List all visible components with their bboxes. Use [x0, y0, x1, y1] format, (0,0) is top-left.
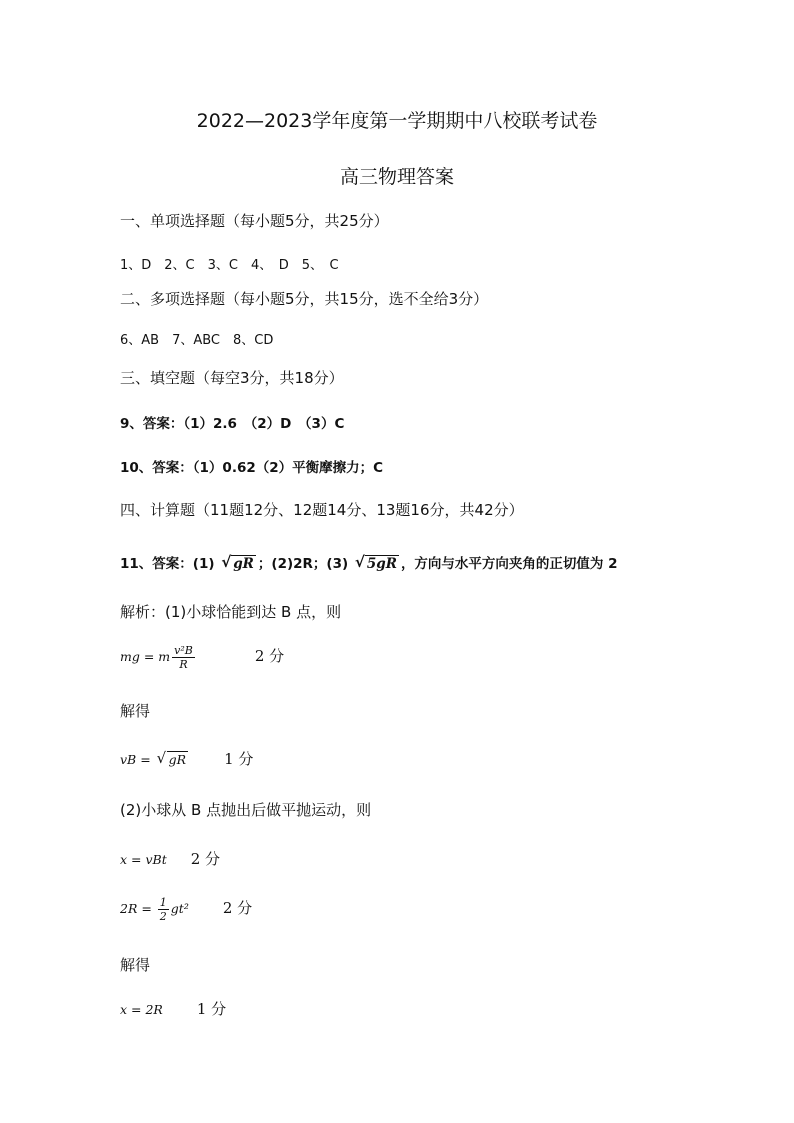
- equation-3: x = vBt 2 分: [120, 850, 221, 868]
- q11-prefix: 11、答案：(1): [120, 556, 215, 572]
- part2-intro: (2)小球从 B 点抛出后做平抛运动，则: [120, 801, 372, 819]
- q11-sqrt-3: √ 5gR: [354, 553, 397, 572]
- q11-suffix: ，方向与水平方向夹角的正切值为 2: [400, 556, 618, 572]
- equation-2: vB = √ gR 1 分: [120, 749, 254, 768]
- eq1-fraction: $\frac{\text{v²B}}{R}$: [174, 644, 193, 671]
- eq5-score: 1 分: [196, 1000, 227, 1018]
- section3-heading: 三、填空题（每空3分，共18分）: [120, 369, 344, 387]
- section2-answers: 6、AB 7、ABC 8、CD: [120, 333, 274, 348]
- section4-heading: 四、计算题（11题12分、12题14分、13题16分，共42分）: [120, 501, 524, 519]
- eq3-score: 2 分: [190, 850, 221, 868]
- q9-answer: 9、答案：（1）2.6 （2）D （3）C: [120, 416, 345, 432]
- q11-answer: [120, 552, 618, 572]
- q11-sqrt-1: √ gR: [221, 553, 254, 572]
- eq4-score: 2 分: [222, 899, 253, 917]
- document-title: 2022—2023学年度第一学期期中八校联考试卷: [196, 110, 598, 132]
- eq1-score: 2 分: [254, 647, 285, 665]
- section2-heading: 二、多项选择题（每小题5分，共15分，选不全给3分）: [120, 290, 489, 308]
- eq2-score: 1 分: [224, 750, 254, 768]
- section1-answers: 1、D 2、C 3、C 4、 D 5、 C: [120, 258, 339, 273]
- q10-answer: 10、答案：（1）0.62（2）平衡摩擦力；C: [120, 460, 384, 476]
- equation-4: 2R = $\frac{1}{2}$ gt² 2 分: [120, 896, 253, 923]
- solve-label-2: 解得: [120, 956, 151, 974]
- q11-sep: ；(2)2R；(3): [257, 556, 349, 572]
- eq4-fraction: $\frac{1}{2}$: [159, 896, 167, 923]
- equation-1: mg = m $\frac{\text{v²B}}{R}$ 2 分: [120, 644, 285, 671]
- eq2-sqrt: √ gR: [156, 749, 187, 767]
- document-subtitle: 高三物理答案: [339, 166, 454, 188]
- equation-5: x = 2R 1 分: [120, 1000, 227, 1018]
- solve-label-1: 解得: [120, 702, 151, 720]
- section1-heading: 一、单项选择题（每小题5分，共25分）: [120, 212, 389, 230]
- analysis-intro: 解析：(1)小球恰能到达 B 点，则: [120, 603, 342, 621]
